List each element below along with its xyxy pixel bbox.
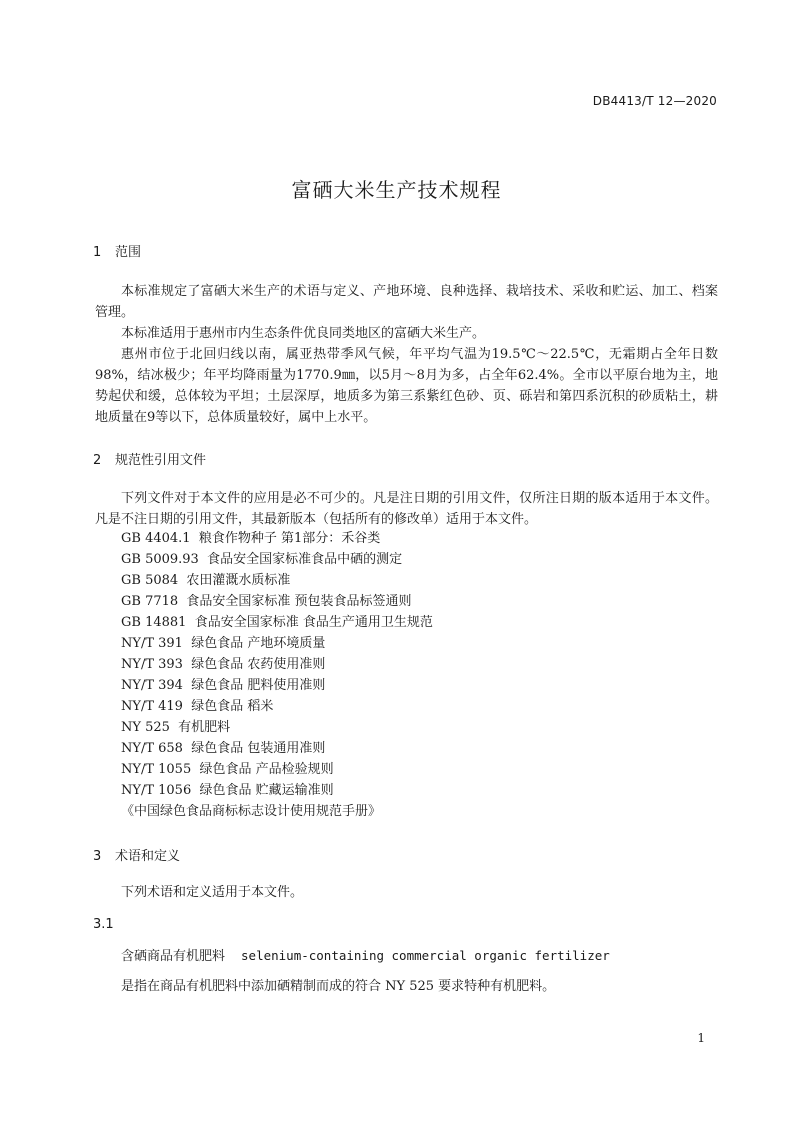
section-number: 1	[93, 245, 102, 260]
document-title: 富硒大米生产技术规程	[291, 178, 502, 202]
section-1-paragraph-1: 本标准规定了富硒大米生产的术语与定义、产地环境、良种选择、栽培技术、采收和贮运、加工、档案管理。	[95, 284, 718, 320]
reference-item: NY/T 391 绿色食品 产地环境质量	[121, 636, 326, 651]
section-2-heading	[93, 449, 206, 468]
term-heading	[121, 945, 610, 964]
section-title: 术语和定义	[115, 849, 181, 864]
section-number: 2	[93, 453, 102, 468]
section-1-paragraph-3: 惠州市位于北回归线以南，属亚热带季风气候，年平均气温为19.5℃～22.5℃，无霜期占全年日数98%，结冰极少；年平均降雨量为1770.9㎜，以5月～8月为多，占全年62.4%。全市以平原台地为主，地势起伏和缓，总体较为平坦；土层深厚，地质多为第三系紫红色砂、页、砾岩和第四系沉积的砂质粘土，耕地质量在9等以下，总体质量较好，属中上水平。	[95, 347, 718, 425]
term-definition: 是指在商品有机肥料中添加硒精制而成的符合 NY 525 要求特种有机肥料。	[121, 979, 556, 994]
reference-item: GB 4404.1 粮食作物种子 第1部分：禾谷类	[121, 531, 381, 546]
section-2-paragraph-1: 下列文件对于本文件的应用是必不可少的。凡是注日期的引用文件，仅所注日期的版本适用于本文件。凡是不注日期的引用文件，其最新版本（包括所有的修改单）适用于本文件。	[95, 491, 718, 527]
reference-item: NY/T 419 绿色食品 稻米	[121, 699, 274, 714]
term-english: selenium-containing commercial organic fertilizer	[241, 948, 610, 963]
reference-item: GB 7718 食品安全国家标准 预包装食品标签通则	[121, 594, 412, 609]
reference-item: NY/T 393 绿色食品 农药使用准则	[121, 657, 326, 672]
section-title: 规范性引用文件	[115, 453, 207, 468]
section-title: 范围	[115, 245, 142, 260]
reference-item: NY/T 394 绿色食品 肥料使用准则	[121, 678, 326, 693]
section-number: 3	[93, 849, 102, 864]
standard-code: DB4413/T 12—2020	[592, 94, 717, 108]
section-3-paragraph-1: 下列术语和定义适用于本文件。	[121, 885, 304, 900]
reference-item: GB 5084 农田灌溉水质标准	[121, 573, 291, 588]
page-number: 1	[697, 1031, 705, 1045]
reference-item: NY/T 658 绿色食品 包装通用准则	[121, 741, 326, 756]
reference-item: GB 14881 食品安全国家标准 食品生产通用卫生规范	[121, 615, 433, 630]
section-1-heading	[93, 241, 141, 260]
reference-item: GB 5009.93 食品安全国家标准食品中硒的测定	[121, 552, 403, 567]
section-3-heading	[93, 845, 180, 864]
term-number: 3.1	[93, 917, 114, 932]
term-chinese: 含硒商品有机肥料	[121, 949, 226, 964]
reference-item: NY/T 1055 绿色食品 产品检验规则	[121, 762, 334, 777]
reference-item: 《中国绿色食品商标标志设计使用规范手册》	[121, 804, 382, 819]
reference-item: NY 525 有机肥料	[121, 720, 231, 735]
section-1-paragraph-2: 本标准适用于惠州市内生态条件优良同类地区的富硒大米生产。	[121, 326, 486, 341]
reference-item: NY/T 1056 绿色食品 贮藏运输准则	[121, 783, 334, 798]
